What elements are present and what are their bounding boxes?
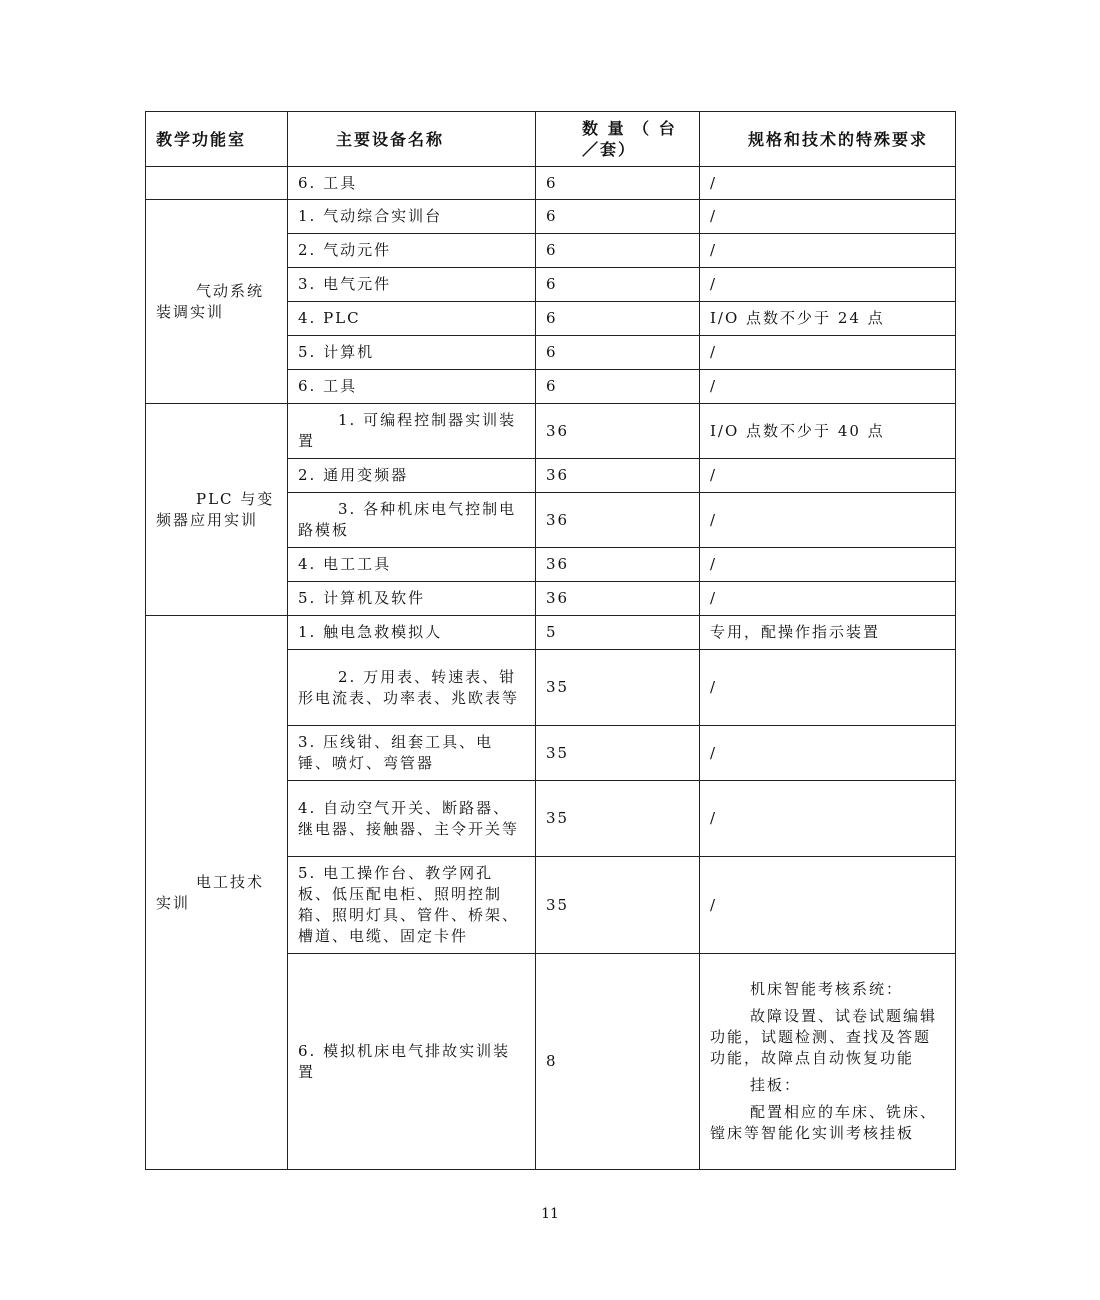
spec: / <box>700 582 956 616</box>
equipment-name: 2. 万用表、转速表、钳形电流表、功率表、兆欧表等 <box>288 650 536 726</box>
equipment-name: 3. 电气元件 <box>288 268 536 302</box>
quantity: 6 <box>536 336 700 370</box>
spec-line: 机床智能考核系统： <box>750 980 904 998</box>
spec: / <box>700 548 956 582</box>
spec: / <box>700 336 956 370</box>
header-spec: 规格和技术的特殊要求 <box>700 112 956 167</box>
equipment-name: 3. 压线钳、组套工具、电锤、喷灯、弯管器 <box>288 726 536 781</box>
quantity: 35 <box>536 857 700 954</box>
quantity: 5 <box>536 616 700 650</box>
room-cell: PLC 与变频器应用实训 <box>146 404 288 616</box>
table-row <box>146 616 956 650</box>
equipment-name: 5. 计算机 <box>288 336 536 370</box>
spec: / <box>700 268 956 302</box>
spec: / <box>700 200 956 234</box>
equipment-name: 2. 通用变频器 <box>288 459 536 493</box>
quantity: 35 <box>536 650 700 726</box>
room-cell: 电工技术实训 <box>146 616 288 1170</box>
spec: / <box>700 167 956 200</box>
quantity: 36 <box>536 493 700 548</box>
header-equipment: 主要设备名称 <box>288 112 536 167</box>
quantity: 6 <box>536 167 700 200</box>
quantity: 6 <box>536 200 700 234</box>
equipment-name: 1. 气动综合实训台 <box>288 200 536 234</box>
page-number: 11 <box>541 1206 559 1222</box>
equipment-name: 1. 触电急救模拟人 <box>288 616 536 650</box>
equipment-name: 6. 模拟机床电气排故实训装置 <box>288 954 536 1170</box>
table-row <box>146 200 956 234</box>
equipment-table <box>145 111 956 1170</box>
header-room: 教学功能室 <box>146 112 288 167</box>
quantity: 6 <box>536 234 700 268</box>
quantity: 35 <box>536 726 700 781</box>
equipment-name: 4. 电工工具 <box>288 548 536 582</box>
table-row <box>146 404 956 459</box>
quantity: 35 <box>536 781 700 857</box>
equipment-name: 5. 计算机及软件 <box>288 582 536 616</box>
spec <box>700 954 956 1170</box>
equipment-name: 6. 工具 <box>288 370 536 404</box>
spec: / <box>700 781 956 857</box>
spec: I/O 点数不少于 24 点 <box>700 302 956 336</box>
table-row <box>146 167 956 200</box>
spec-line: 配置相应的车床、铣床、镗床等智能化实训考核挂板 <box>710 1103 938 1142</box>
spec: / <box>700 857 956 954</box>
quantity: 36 <box>536 404 700 459</box>
equipment-name: 6. 工具 <box>288 167 536 200</box>
room-cell: 气动系统装调实训 <box>146 200 288 404</box>
quantity: 36 <box>536 582 700 616</box>
spec: / <box>700 459 956 493</box>
header-row <box>146 112 956 167</box>
spec: / <box>700 726 956 781</box>
spec-line: 挂板： <box>750 1076 802 1094</box>
spec: / <box>700 650 956 726</box>
equipment-name: 5. 电工操作台、教学网孔板、低压配电柜、照明控制箱、照明灯具、管件、桥架、槽道、电缆、固定卡件 <box>288 857 536 954</box>
equipment-name: 3. 各种机床电气控制电路模板 <box>288 493 536 548</box>
quantity: 6 <box>536 302 700 336</box>
equipment-name: 2. 气动元件 <box>288 234 536 268</box>
quantity: 6 <box>536 370 700 404</box>
spec-line: 故障设置、试卷试题编辑功能，试题检测、查找及答题功能，故障点自动恢复功能 <box>710 1007 938 1067</box>
header-quantity: 数 量 （ 台／套） <box>536 112 700 167</box>
spec: I/O 点数不少于 40 点 <box>700 404 956 459</box>
spec: / <box>700 370 956 404</box>
quantity: 36 <box>536 548 700 582</box>
equipment-name: 1. 可编程控制器实训装置 <box>288 404 536 459</box>
spec: / <box>700 493 956 548</box>
equipment-name: 4. PLC <box>288 302 536 336</box>
room-cell <box>146 167 288 200</box>
equipment-name: 4. 自动空气开关、断路器、继电器、接触器、主令开关等 <box>288 781 536 857</box>
spec: / <box>700 234 956 268</box>
quantity: 6 <box>536 268 700 302</box>
quantity: 8 <box>536 954 700 1170</box>
spec: 专用，配操作指示装置 <box>700 616 956 650</box>
quantity: 36 <box>536 459 700 493</box>
